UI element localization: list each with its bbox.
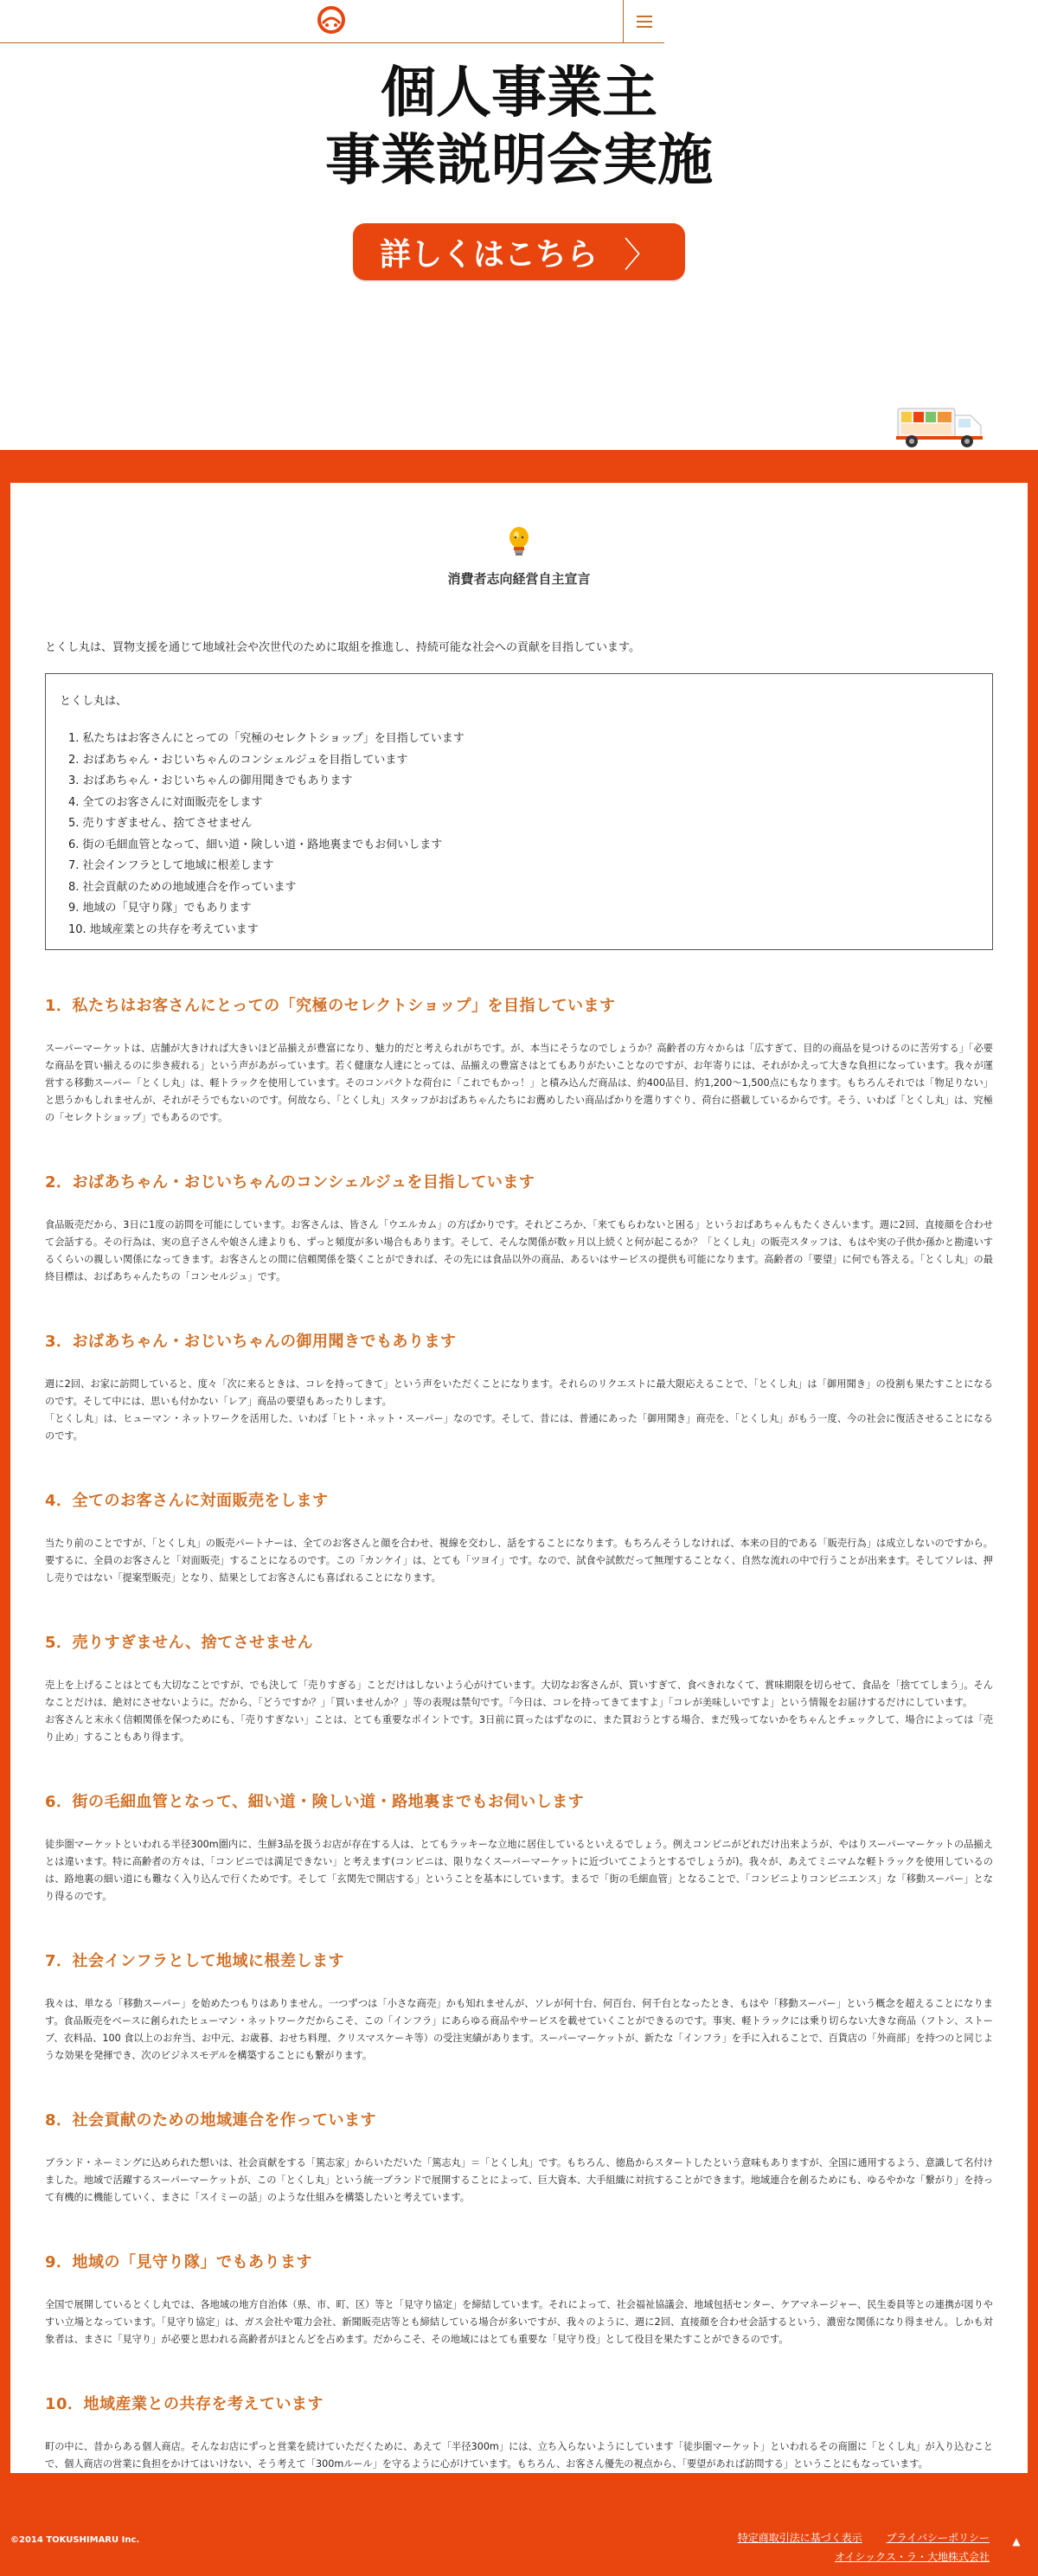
pledge-list-item: 2. おばあちゃん・おじいちゃんのコンシェルジュを目指しています bbox=[68, 753, 408, 767]
section-heading: 4．全てのお客さんに対面販売をします bbox=[45, 1492, 329, 1510]
details-cta-button[interactable] bbox=[353, 223, 685, 280]
section-heading: 6．街の毛細血管となって、細い道・険しい道・路地裏までもお伺いします bbox=[45, 1793, 585, 1811]
section-heading: 8．社会貢献のための地域連合を作っています bbox=[45, 2111, 377, 2130]
section-body: 当たり前のことですが、「とくし丸」の販売パートナーは、全てのお客さんと顔を合わせ、視線を交わし、話をすることになります。もちろんそうしなければ、本来の目的である「販売行為」は成立しないのですから。要するに、全員のお客さんと「対面販売」することになるのです。この「カンケイ」は、とても「ツヨイ」です。なので、試食や試飲だって無理することなく、自然な流れの中で行うことが出来ます。そしてソレは、押し売りではない「提案型販売」となり、結果としてお客さんにも喜ばれることになります。 bbox=[45, 1538, 993, 1584]
section-heading: 2．おばあちゃん・おじいちゃんのコンシェルジュを目指しています bbox=[45, 1173, 535, 1192]
pledge-summary-box bbox=[45, 673, 993, 950]
section-heading: 1．私たちはお客さんにとっての「究極のセレクトショップ」を目指しています bbox=[45, 997, 616, 1015]
pledge-section-6 bbox=[45, 1789, 993, 1905]
section-body: 売上を上げることはとても大切なことですが、でも決して「売りすぎる」ことだけはしないよう心がけています。大切なお客さんが、買いすぎて、食べきれなくて、賞味期限を切らせて、食品を「捨ててしまう」。そんなことだけは、絶対にさせないように。だから、「どうですか？」「買いませんか？」等の表現は禁句です。「今日は、コレを持ってきてますよ」「コレが美味しいですよ」という情報をお届けするだけにしています。 お客さんと末永く信頼関係を保つためにも、「売りすぎない」ことは、とても重要なポイントです。3日前に買ったはずなのに、また買おうとする場合、まだ残ってないかをちゃんとチェックして、場合によっては「売り止め」することもあり得ます。 bbox=[45, 1680, 993, 1743]
hero-banner bbox=[0, 45, 1038, 450]
pledge-frame bbox=[0, 450, 1038, 2508]
site-logo[interactable] bbox=[313, 4, 349, 35]
hero-title-line1: 個人事業主 bbox=[381, 61, 657, 125]
tokushimaru-logo-icon bbox=[313, 4, 349, 35]
hero-title-line2: 事業説明会実施 bbox=[325, 129, 713, 193]
privacy-policy-link[interactable]: プライバシーポリシー bbox=[886, 2532, 990, 2544]
section-body: 食品販売だから、3日に1度の訪問を可能にしています。お客さんは、皆さん「ウエルカム」の方ばかりです。それどころか、「来てもらわないと困る」というおばあちゃんもたくさんいます。週に2回、直接顔を合わせて会話する。その行為は、実の息子さんや娘さん達よりも、ずっと頻度が多い場合もあります。そして、そんな関係が数ヶ月以上続くと何が起こるか？「とくし丸」の販売スタッフは、もはや実の子供か孫かと勘違いするくらいの親しい関係になってきます。お客さんとの間に信頼関係を築くことができれば、その先には食品以外の商品、あるいはサービスの提供も可能になります。高齢者の「要望」に何でも答える。「とくし丸」の最終目標は、おばあちゃんたちの「コンセルジュ」です。 bbox=[45, 1219, 993, 1282]
hamburger-menu-button[interactable] bbox=[623, 0, 664, 43]
cta-label: 詳しくはこちら bbox=[379, 236, 598, 273]
pledge-list-lead: とくし丸は、 bbox=[60, 695, 128, 708]
pledge-panel bbox=[10, 483, 1028, 2473]
pledge-section-8 bbox=[45, 2108, 993, 2207]
pledge-section-3 bbox=[45, 1329, 993, 1445]
back-to-top-button[interactable] bbox=[1005, 2530, 1028, 2553]
section-body: 徒歩圏マーケットといわれる半径300m圏内に、生鮮3品を扱うお店が存在する人は、とてもラッキーな立地に居住しているといえるでしょう。例えコンビニがどれだけ出来ようが、やはりスーパーマーケットの品揃えとは違います。特に高齢者の方々は、「コンビニでは満足できない」と考えます(コンビニは、限りなくスーパーマーケットに近づいてこようとするでしょうが)。我々が、あえてミニマムな軽トラックを使用しているのは、路地裏の細い道にも難なく入り込んで行くためです。そして「玄関先で開店する」ということを基本にしています。まるで「街の毛細血管」となることで、「コンビニよりコンビニエンス」な「移動スーパー」となり得るのです。 bbox=[45, 1839, 993, 1902]
section-body: 週に2回、お家に訪問していると、度々「次に来るときは、コレを持ってきて」という声をいただくことになります。それらのリクエストに最大限応えることで、「とくし丸」は「御用聞き」の役割も果たすことになるのです。そして中には、思いも付かない「レア」商品の要望もあったりします。 「とくし丸」は、ヒューマン・ネットワークを活用した、いわば「ヒト・ネット・スーパー」なのです。そして、昔には、普通にあった「御用聞き」商売を、「とくし丸」がもう一度、今の社会に復活させることになるのです。 bbox=[45, 1378, 993, 1442]
pledge-list-item: 4. 全てのお客さんに対面販売をします bbox=[68, 795, 263, 809]
menu-line-icon bbox=[637, 16, 652, 17]
pledge-header bbox=[45, 483, 993, 588]
lightbulb-mascot-icon bbox=[506, 524, 532, 559]
section-heading: 7．社会インフラとして地域に根差します bbox=[45, 1952, 345, 1970]
pledge-section-1 bbox=[45, 993, 993, 1127]
pledge-intro: とくし丸は、買物支援を通じて地域社会や次世代のために取組を推進し、持続可能な社会への貢献を目指しています。 bbox=[45, 641, 640, 654]
section-body: 全国で展開しているとくし丸では、各地域の地方自治体（県、市、町、区）等と「見守り協定」を締結しています。それによって、社会福祉協議会、地域包括センター、ケアマネージャー、民生委員等との連携が図りやすい立場となっています。「見守り協定」は、ガス会社や電力会社、新聞販売店等とも締結している場合が多いですが、我々のように、週に2回、直接顔を合わせ会話するという、濃密な関係になり得ません。しかも対象者は、まさに「見守り」が必要と思われる高齢者がほとんどを占めます。だからこそ、その地域にはとても重要な「見守り役」として役目を果たすことができるのです。 bbox=[45, 2299, 993, 2345]
pledge-list-item: 5. 売りすぎません、捨てさせません bbox=[68, 817, 253, 830]
site-footer bbox=[0, 2508, 1038, 2576]
pledge-section-9 bbox=[45, 2250, 993, 2348]
pledge-section-5 bbox=[45, 1630, 993, 1746]
pledge-section-7 bbox=[45, 1949, 993, 2065]
pledge-list-item: 7. 社会インフラとして地域に根差します bbox=[68, 859, 274, 872]
arrow-up-icon: ▲ bbox=[1012, 2535, 1021, 2547]
section-body: 我々は、単なる「移動スーパー」を始めたつもりはありません。一つずつは「小さな商売」かも知れませんが、ソレが何十台、何百台、何千台となったとき、もはや「移動スーパー」という概念を超えることになります。食品販売をベースに創られたヒューマン・ネットワークだからこそ、この「インフラ」にあらゆる商品やサービスを載せていくことができるのです。事実、軽トラックには乗り切らない大きな商品（フトン、ストーブ、衣料品、100 食以上のお弁当、お中元、お歳暮、おせち料理、クリスマスケーキ等）の受注実績があります。スーパーマーケットが、新たな「インフラ」を手に入れることで、百貨店の「外商部」を持つのと同じような効果を発揮でき、次のビジネスモデルを構築することにも繋がります。 bbox=[45, 1998, 993, 2061]
menu-line-icon bbox=[637, 26, 652, 28]
pledge-list-item: 10. 地域産業との共存を考えています bbox=[68, 922, 259, 936]
pledge-section-4 bbox=[45, 1488, 993, 1587]
section-body: ブランド・ネーミングに込められた想いは、社会貢献をする「篤志家」からいただいた「篤志丸」＝「とくし丸」です。もちろん、徳島からスタートしたという意味もありますが、全国に通用するよう、意識して名付けました。地域で活躍するスーパーマーケットが、この「とくし丸」という統一ブランドで展開することによって、巨大資本、大手組織に対抗することができます。地域連合を創るためにも、ゆるやかな「繋がり」を持って有機的に機能していく、まさに「スイミーの話」のような仕組みを構築したいと考えています。 bbox=[45, 2157, 993, 2203]
section-body: スーパーマーケットは、店舗が大きければ大きいほど品揃えが豊富になり、魅力的だと考えられがちです。が、本当にそうなのでしょうか？高齢者の方々からは「広すぎて、目的の商品を見つけるのに苦労する」「必要な商品を買い揃えるのに歩き疲れる」という声があがっています。若く健康な人達にとっては、品揃えの豊富さはとてもありがたいことなのですが、お年寄りには、それがかえって大きな負担になっています。我々が運営する移動スーパー「とくし丸」は、軽トラックを使用しています。そのコンパクトな荷台に「これでもかっ！」と積み込んだ商品は、約400品目、約1,200〜1,500点にもなります。もちろんそれでは「物足りない」と思うかもしれませんが、それがそうでもないのです。何故なら、「とくし丸」スタッフがおばあちゃんたちにお薦めしたい商品ばかりを選りすぐり、荷台に搭載しているからです。そう、いわば「とくし丸」は、究極の「セレクトショップ」でもあるのです。 bbox=[45, 1043, 993, 1123]
chevron-right-icon: 〉 bbox=[624, 234, 658, 275]
pledge-section-2 bbox=[45, 1170, 993, 1286]
pledge-title: 消費者志向経営自主宣言 bbox=[447, 571, 591, 587]
pledge-section-10 bbox=[45, 2392, 993, 2473]
menu-line-icon bbox=[637, 21, 652, 22]
section-heading: 10．地域産業との共存を考えています bbox=[45, 2395, 324, 2413]
site-header bbox=[0, 0, 1038, 45]
tokutei-shoutorihiki-link[interactable]: 特定商取引法に基づく表示 bbox=[737, 2532, 862, 2544]
pledge-list-item: 1. 私たちはお客さんにとっての「究極のセレクトショップ」を目指しています bbox=[68, 732, 465, 745]
pledge-list-item: 3. おばあちゃん・おじいちゃんの御用聞きでもあります bbox=[68, 774, 353, 787]
section-heading: 3．おばあちゃん・おじいちゃんの御用聞きでもあります bbox=[45, 1333, 457, 1351]
pledge-list-item: 8. 社会貢献のための地域連合を作っています bbox=[68, 880, 297, 894]
footer-links bbox=[717, 2528, 990, 2566]
delivery-truck-icon bbox=[894, 400, 986, 450]
pledge-list-item: 9. 地域の「見守り隊」でもあります bbox=[68, 902, 252, 915]
header-bar bbox=[0, 0, 664, 43]
section-body: 町の中に、昔からある個人商店。そんなお店にずっと営業を続けていただくために、あえて「半径300m」には、立ち入らないようにしています「徒歩圏マーケット」といわれるその商圏に「とくし丸」が入り込むことで、個人商店の営業に負担をかけてはいけない、そう考えて「300mルール」を守るように心がけています。もちろん、お客さん優先の視点から、「要望があれば訪問する」ということにもなっています。 bbox=[45, 2441, 993, 2470]
pledge-list bbox=[60, 729, 978, 941]
pledge-list-item: 6. 街の毛細血管となって、細い道・険しい道・路地裏までもお伺いします bbox=[68, 838, 443, 851]
section-heading: 5．売りすぎません、捨てさせません bbox=[45, 1634, 314, 1652]
copyright-text: ©2014 TOKUSHIMARU Inc. bbox=[10, 2535, 140, 2545]
section-heading: 9．地域の「見守り隊」でもあります bbox=[45, 2253, 313, 2271]
oisix-company-link[interactable]: オイシックス・ラ・大地株式会社 bbox=[834, 2551, 990, 2563]
